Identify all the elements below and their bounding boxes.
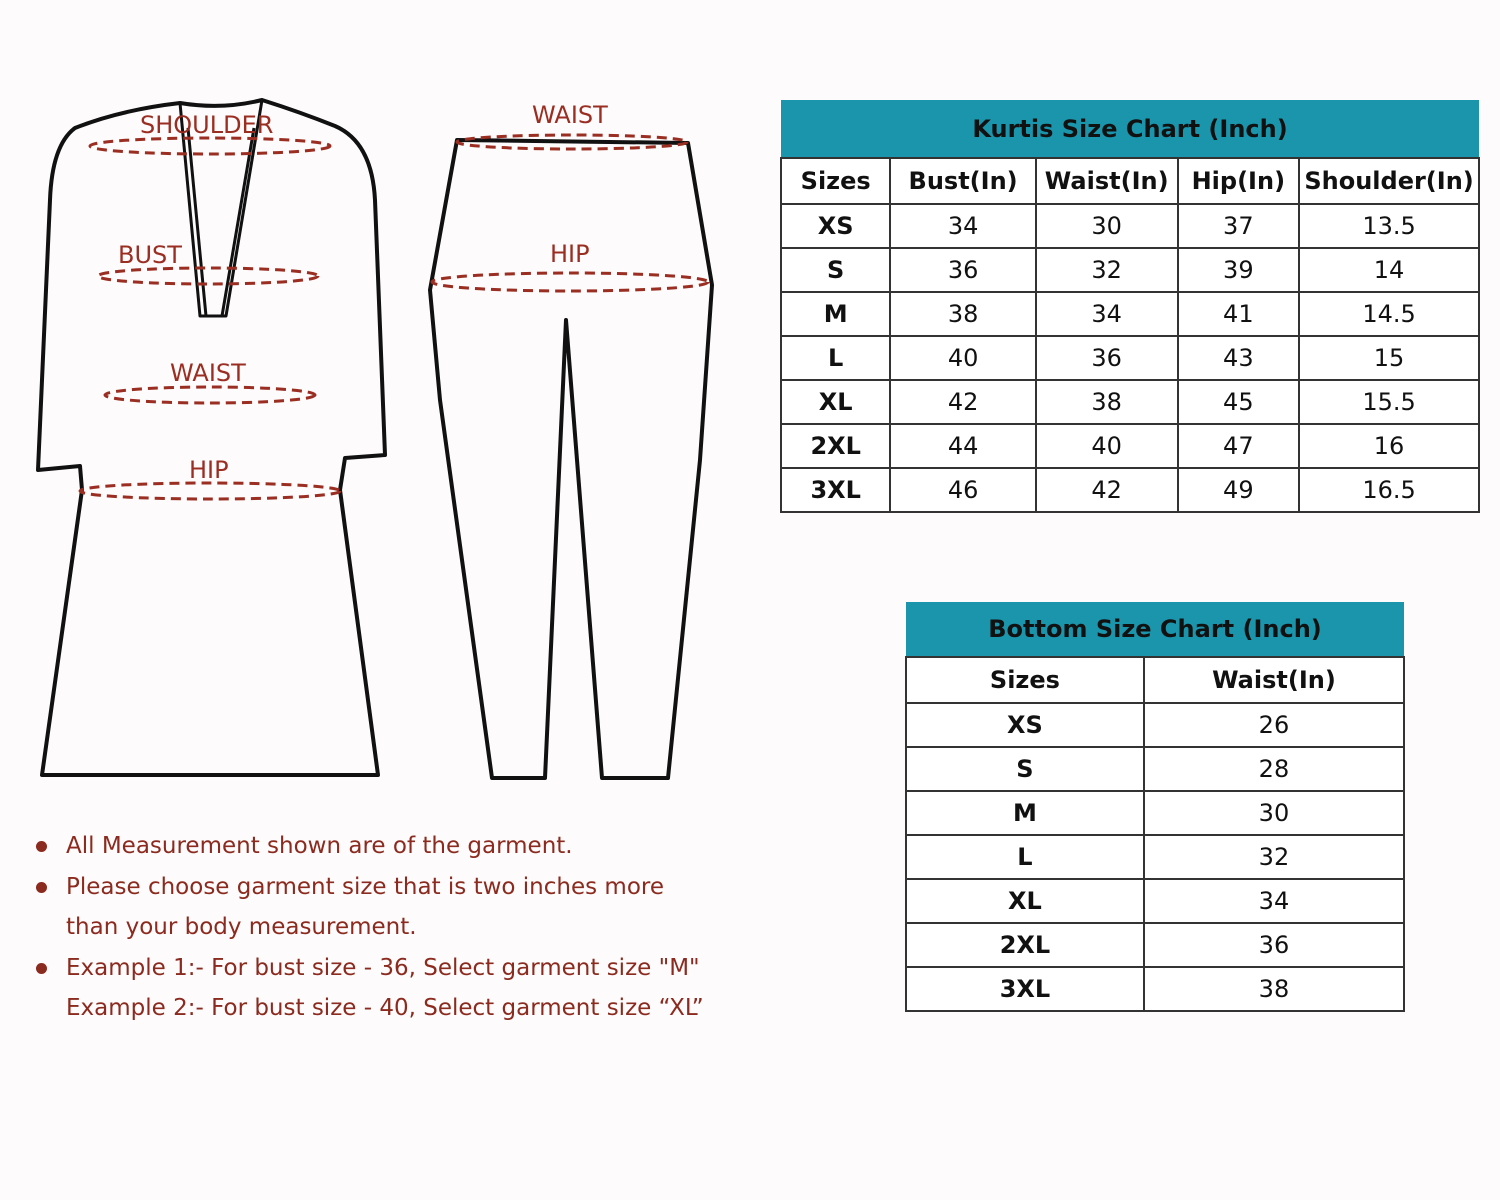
size-cell: XS [781,204,890,248]
value-cell: 37 [1178,204,1300,248]
kurtis-table-title: Kurtis Size Chart (Inch) [781,100,1479,158]
value-cell: 44 [890,424,1035,468]
value-cell: 38 [1036,380,1178,424]
value-cell: 40 [1036,424,1178,468]
shoulder-label: SHOULDER [140,111,274,139]
value-cell: 36 [1144,923,1404,967]
value-cell: 34 [1036,292,1178,336]
size-cell: M [781,292,890,336]
table-row [781,204,1479,248]
value-cell: 36 [890,248,1035,292]
value-cell: 15 [1299,336,1479,380]
value-cell: 28 [1144,747,1404,791]
hip-label: HIP [189,456,229,484]
column-header: Bust(In) [890,158,1035,204]
column-header: Waist(In) [1144,657,1404,703]
table-row [906,835,1404,879]
garment-diagram [0,0,760,800]
note-text: than your body measurement. [66,914,417,940]
waist-label: WAIST [170,359,246,387]
table-row [781,468,1479,512]
note-text: Example 1:- For bust size - 36, Select garment size "M" [66,954,700,981]
table-header-row [781,158,1479,204]
value-cell: 16.5 [1299,468,1479,512]
value-cell: 49 [1178,468,1300,512]
value-cell: 13.5 [1299,204,1479,248]
value-cell: 34 [890,204,1035,248]
column-header: Shoulder(In) [1299,158,1479,204]
table-row [781,248,1479,292]
bullet-icon [36,841,47,852]
note-item [34,948,704,1029]
size-cell: S [906,747,1144,791]
waist-measure-line [105,387,315,403]
size-cell: 2XL [906,923,1144,967]
table-row [781,292,1479,336]
pants-outline [430,140,712,778]
size-cell: S [781,248,890,292]
value-cell: 47 [1178,424,1300,468]
shoulder-measure-line [90,138,330,154]
size-cell: XL [906,879,1144,923]
value-cell: 38 [890,292,1035,336]
bust-measure-line [98,268,318,284]
table-row [906,879,1404,923]
value-cell: 30 [1036,204,1178,248]
note-text: Example 2:- For bust size - 40, Select garment size “XL” [66,995,704,1021]
value-cell: 43 [1178,336,1300,380]
value-cell: 32 [1144,835,1404,879]
value-cell: 16 [1299,424,1479,468]
value-cell: 32 [1036,248,1178,292]
size-cell: XS [906,703,1144,747]
column-header: Sizes [906,657,1144,703]
table-row [906,923,1404,967]
value-cell: 34 [1144,879,1404,923]
note-item [34,867,704,948]
value-cell: 38 [1144,967,1404,1011]
value-cell: 40 [890,336,1035,380]
table-row [906,703,1404,747]
value-cell: 39 [1178,248,1300,292]
table-row [906,967,1404,1011]
bottom-table-title: Bottom Size Chart (Inch) [906,602,1404,657]
table-row [906,791,1404,835]
column-header: Sizes [781,158,890,204]
note-text: All Measurement shown are of the garment. [66,833,573,859]
size-cell: 3XL [781,468,890,512]
size-cell: 2XL [781,424,890,468]
bullet-icon [36,882,47,893]
table-row [781,336,1479,380]
value-cell: 46 [890,468,1035,512]
bullet-icon [36,963,47,974]
value-cell: 30 [1144,791,1404,835]
bottom-size-table [905,602,1405,1012]
value-cell: 14.5 [1299,292,1479,336]
table-row [781,380,1479,424]
pants-waist-label: WAIST [532,101,608,129]
value-cell: 42 [890,380,1035,424]
value-cell: 41 [1178,292,1300,336]
size-cell: M [906,791,1144,835]
value-cell: 36 [1036,336,1178,380]
kurtis-size-table [780,100,1480,513]
value-cell: 14 [1299,248,1479,292]
column-header: Hip(In) [1178,158,1300,204]
value-cell: 42 [1036,468,1178,512]
column-header: Waist(In) [1036,158,1178,204]
table-row [781,424,1479,468]
kurta-outline [38,100,385,775]
size-cell: L [906,835,1144,879]
table-header-row [906,657,1404,703]
bust-label: BUST [118,241,182,269]
hip-measure-line [80,483,340,499]
pants-hip-measure-line [432,273,708,291]
size-cell: L [781,336,890,380]
measurement-notes [34,826,704,1029]
value-cell: 26 [1144,703,1404,747]
value-cell: 15.5 [1299,380,1479,424]
note-text: Please choose garment size that is two inches more [66,873,664,900]
size-cell: XL [781,380,890,424]
size-cell: 3XL [906,967,1144,1011]
note-item [34,826,704,867]
table-row [906,747,1404,791]
pants-hip-label: HIP [550,240,590,268]
value-cell: 45 [1178,380,1300,424]
